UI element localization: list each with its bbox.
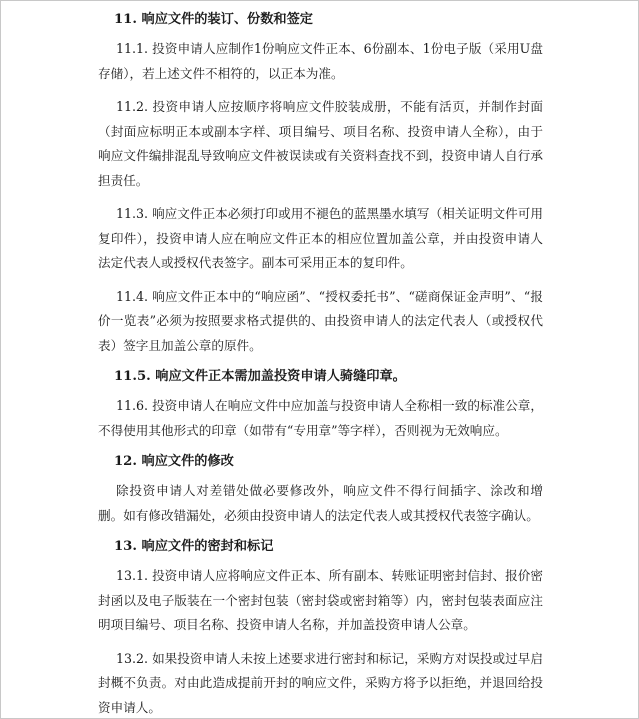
section-heading-11: 11. 响应文件的装订、份数和签定 [114,12,313,27]
paragraph-12: 除投资申请人对差错处做必要修改外，响应文件不得行间插字、涂改和增删。如有修改错漏处，必须由投资申请人的法定代表人或其授权代表签字确认。 [98,483,543,523]
section-heading-11-5: 11.5. 响应文件正本需加盖投资申请人骑缝印章。 [114,369,406,384]
paragraph-13-1: 13.1. 投资申请人应将响应文件正本、所有副本、转账证明密封信封、报价密封函以及电子版装在一个密封包装（密封袋或密封箱等）内，密封包装表面应注明项目编号、项目名称、投资申请人名称，并加盖投资申请人公章。 [98,568,543,632]
document-body [98,7,543,719]
paragraph-11-3: 11.3. 响应文件正本必须打印或用不褪色的蓝黑墨水填写（相关证明文件可用复印件），投资申请人应在响应文件正本的相应位置加盖公章，并由投资申请人法定代表人或授权代表签字。副本可采用正本的复印件。 [98,206,543,270]
paragraph-11-4: 11.4. 响应文件正本中的“响应函”、“授权委托书”、“磋商保证金声明”、“报价一览表”必须为按照要求格式提供的、由投资申请人的法定代表人（或授权代表）签字且加盖公章的原件。 [98,288,543,353]
paragraph-11-2: 11.2. 投资申请人应按顺序将响应文件胶装成册，不能有活页，并制作封面（封面应标明正本或副本字样、项目编号、项目名称、投资申请人全称），由于响应文件编排混乱导致响应文件被误读或有关资料查找不到，投资申请人自行承担责任。 [98,99,543,188]
paragraph-11-6: 11.6. 投资申请人在响应文件中应加盖与投资申请人全称相一致的标准公章，不得使用其他形式的印章（如带有“专用章”等字样），否则视为无效响应。 [98,398,543,438]
section-heading-12: 12. 响应文件的修改 [114,454,234,469]
section-heading-13: 13. 响应文件的密封和标记 [114,539,274,554]
paragraph-11-1: 11.1. 投资申请人应制作1份响应文件正本、6份副本、1份电子版（采用U盘存储），若上述文件不相符的，以正本为准。 [98,41,543,81]
paragraph-13-2: 13.2. 如果投资申请人未按上述要求进行密封和标记，采购方对误投或过早启封概不负责。对由此造成提前开封的响应文件，采购方将予以拒绝，并退回给投资申请人。 [98,650,543,715]
